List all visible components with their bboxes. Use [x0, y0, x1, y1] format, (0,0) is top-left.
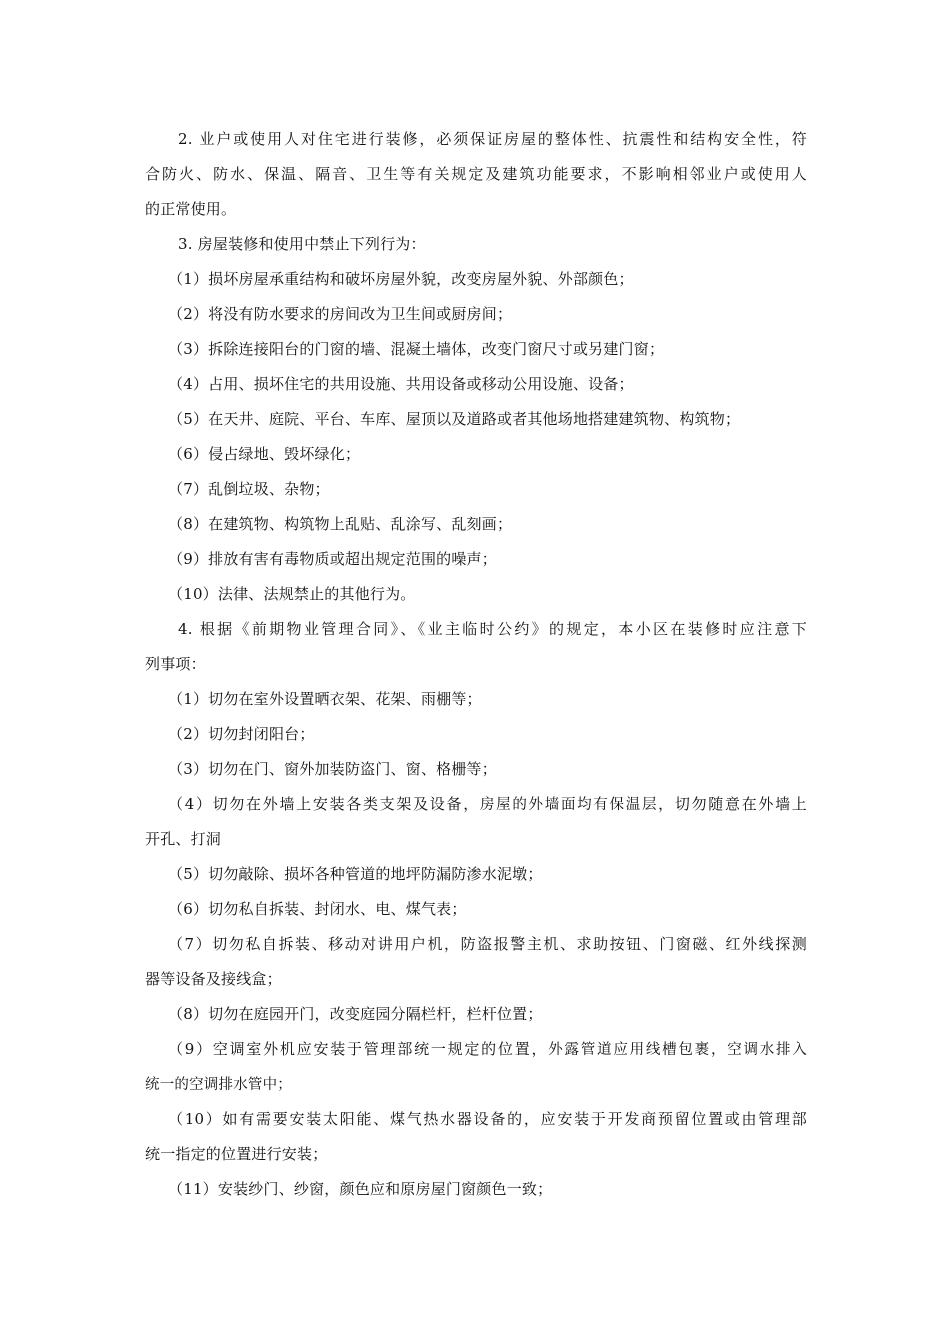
text-line — [145, 787, 807, 822]
text-run: （11）安装纱门、纱窗，颜色应和原房屋门窗颜色一致； — [168, 1180, 553, 1198]
text-line — [145, 122, 807, 157]
text-line — [145, 682, 807, 717]
text-line — [145, 402, 807, 437]
paragraph — [145, 997, 807, 1032]
text-run: （5）在天井、庭院、平台、车库、屋顶以及道路或者其他场地搭建建筑物、构筑物； — [168, 410, 741, 428]
paragraph — [145, 717, 807, 752]
text-line — [145, 577, 807, 612]
text-run: 开孔、打洞 — [145, 830, 222, 848]
paragraph — [145, 227, 807, 262]
paragraph — [145, 1032, 807, 1102]
text-line — [145, 752, 807, 787]
text-run: （4）切勿在外墙上安装各类支架及设备， — [168, 795, 480, 813]
paragraph — [145, 507, 807, 542]
text-run: （6）切勿私自拆装、封闭水、电、煤气表； — [168, 900, 467, 918]
text-run: （8）切勿在庭园开门，改变庭园分隔栏杆，栏杆位置； — [168, 1005, 543, 1023]
text-line — [145, 612, 807, 647]
paragraph — [145, 122, 807, 227]
text-run: （1）损坏房屋承重结构和破坏房屋外貌，改变房屋外貌、外部颜色； — [168, 270, 634, 288]
text-line — [145, 332, 807, 367]
text-line — [145, 1137, 807, 1172]
text-run: （3）拆除连接阳台的门窗的墙、混凝土墙体，改变门窗尺寸或另建门窗； — [168, 340, 665, 358]
text-run: （7）乱倒垃圾、杂物； — [168, 480, 330, 498]
paragraph — [145, 402, 807, 437]
text-run: （2）切勿封闭阳台； — [168, 725, 315, 743]
paragraph — [145, 297, 807, 332]
paragraph — [145, 1102, 807, 1172]
text-line — [145, 192, 807, 227]
text-run: （1）切勿在室外设置晒衣架、花架、雨棚等； — [168, 690, 482, 708]
text-run: （9）排放有害有毒物质或超出规定范围的噪声； — [168, 550, 497, 568]
text-run: 统一指定的位置进行安装； — [145, 1145, 328, 1163]
paragraph — [145, 437, 807, 472]
paragraph — [145, 857, 807, 892]
paragraph — [145, 612, 807, 682]
paragraph — [145, 367, 807, 402]
paragraph — [145, 752, 807, 787]
text-run: 合防火、防水、保温、隔音、卫生等有关规定及建筑功能要求，不影响相邻业户或使用人 — [145, 165, 807, 183]
text-line — [145, 297, 807, 332]
text-run: 统一的空调排水管中； — [145, 1077, 292, 1093]
text-line — [145, 507, 807, 542]
text-run: （5）切勿敲除、损坏各种管道的地坪防漏防渗水泥墩； — [168, 865, 543, 883]
text-run: （6）侵占绿地、毁坏绿化； — [168, 445, 361, 463]
text-line — [145, 542, 807, 577]
text-line — [145, 822, 807, 857]
text-run: 列事项： — [145, 655, 206, 673]
text-line — [145, 1067, 807, 1102]
text-run: 4. 根据《前期物业管理合同》、《业主临时公约》的规定，本小区在装修时应注意下 — [178, 620, 807, 638]
text-line — [145, 647, 807, 682]
text-line — [145, 157, 807, 192]
text-run: 外露管道应用线槽包裹，空调水排入 — [548, 1042, 807, 1058]
paragraph — [145, 542, 807, 577]
paragraph — [145, 787, 807, 857]
text-line — [145, 262, 807, 297]
text-run: （10）如有需要安装太阳能、煤气热水器设备的，应安装于开发商预留位置或由管理部 — [168, 1110, 807, 1128]
text-line — [145, 1032, 807, 1067]
text-line — [145, 892, 807, 927]
text-run: 2. 业户或使用人对住宅进行装修，必须保证房屋的整体性、抗震性和结构安全性，符 — [178, 130, 807, 148]
text-run: 的正常使用。 — [145, 200, 237, 218]
text-run: 器等设备及接线盒； — [145, 970, 282, 988]
text-line — [145, 1172, 807, 1207]
text-run: （7）切勿私自拆装、移动对讲用户机，防盗报警主机、求助按钮、门窗磁、红外线探测 — [168, 935, 807, 953]
paragraph — [145, 927, 807, 997]
text-run: （10）法律、法规禁止的其他行为。 — [168, 585, 416, 603]
text-run: （4）占用、损坏住宅的共用设施、共用设备或移动公用设施、设备； — [168, 375, 634, 393]
text-line — [145, 962, 807, 997]
text-run: （2）将没有防水要求的房间改为卫生间或厨房间； — [168, 305, 513, 323]
document-body — [145, 122, 807, 1207]
text-line — [145, 857, 807, 892]
text-run: 3. 房屋装修和使用中禁止下列行为： — [178, 235, 426, 253]
paragraph — [145, 332, 807, 367]
text-run: 房屋的外墙面均有保温层 — [479, 797, 659, 813]
text-line — [145, 927, 807, 962]
paragraph — [145, 262, 807, 297]
paragraph — [145, 577, 807, 612]
paragraph — [145, 892, 807, 927]
text-run: （3）切勿在门、窗外加装防盗门、窗、格栅等； — [168, 760, 497, 778]
paragraph — [145, 682, 807, 717]
text-run: ，切勿随意在外墙上 — [658, 795, 807, 813]
text-line — [145, 1102, 807, 1137]
text-line — [145, 472, 807, 507]
paragraph — [145, 472, 807, 507]
text-line — [145, 997, 807, 1032]
text-line — [145, 227, 807, 262]
text-run: （9）空调室外机应安装于管理部统一规定的位置， — [168, 1040, 549, 1058]
text-line — [145, 717, 807, 752]
text-line — [145, 367, 807, 402]
paragraph — [145, 1172, 807, 1207]
text-line — [145, 437, 807, 472]
text-run: （8）在建筑物、构筑物上乱贴、乱涂写、乱刻画； — [168, 515, 513, 533]
